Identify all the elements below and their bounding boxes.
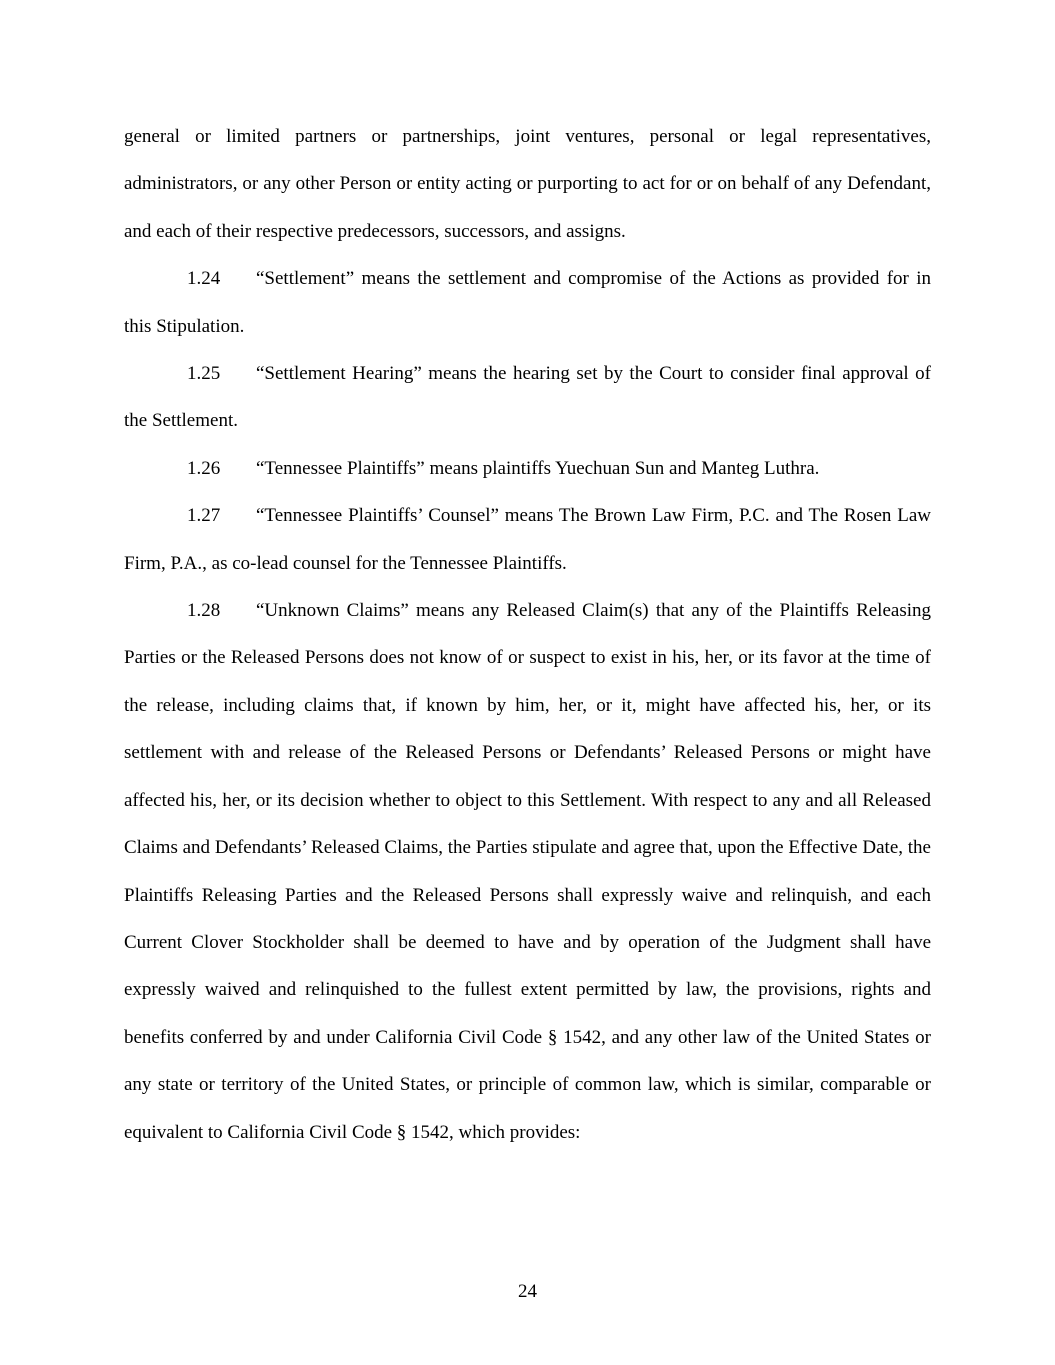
paragraph-text: “Settlement Hearing” means the hearing set by the Court to consider final approval of the Settlement.: [124, 363, 931, 432]
paragraph-text: “Settlement” means the settlement and compromise of the Actions as provided for in this Stipulation.: [124, 268, 931, 337]
document-page: [124, 113, 931, 1156]
continuation-paragraph: [124, 113, 931, 255]
section-number: 1.26: [187, 457, 221, 479]
definition-paragraph-1-24: [124, 255, 931, 350]
definition-paragraph-1-27: [124, 492, 931, 587]
section-number: 1.28: [187, 600, 221, 622]
paragraph-text: “Tennessee Plaintiffs” means plaintiffs Yuechuan Sun and Manteg Luthra.: [256, 457, 820, 479]
definition-paragraph-1-26: [124, 445, 931, 492]
definition-paragraph-1-25: [124, 350, 931, 445]
page-number: 24: [518, 1281, 537, 1302]
section-number: 1.25: [187, 363, 221, 385]
paragraph-text: “Unknown Claims” means any Released Claim(s) that any of the Plaintiffs Releasing Parties or the Released Persons does not know of or suspect to exist in his, her, or its favor at the time of the release, including claims that, if known by him, her, or it, might have affected his, her, or its settlement with and release of the Released Persons or Defendants’ Released Persons or might have affected his, her, or its decision whether to object to this Settlement. With respect to any and all Released Claims and Defendants’ Released Claims, the Parties stipulate and agree that, upon the Effective Date, the Plaintiffs Releasing Parties and the Released Persons shall expressly waive and relinquish, and each Current Clover Stockholder shall be deemed to have and by operation of the Judgment shall have expressly waived and relinquished to the fullest extent permitted by law, the provisions, rights and benefits conferred by and under California Civil Code § 1542, and any other law of the United States or any state or territory of the United States, or principle of common law, which is similar, comparable or equivalent to California Civil Code § 1542, which provides:: [124, 600, 931, 1143]
paragraph-text: “Tennessee Plaintiffs’ Counsel” means The Brown Law Firm, P.C. and The Rosen Law Firm, P.A., as co-lead counsel for the Tennessee Plaintiffs.: [124, 505, 931, 574]
definition-paragraph-1-28: [124, 587, 931, 1156]
paragraph-text: general or limited partners or partnerships, joint ventures, personal or legal representatives, administrators, or any other Person or entity acting or purporting to act for or on behalf of any Defendant, and each of their respective predecessors, successors, and assigns.: [124, 126, 931, 242]
section-number: 1.27: [187, 505, 221, 527]
section-number: 1.24: [187, 268, 221, 290]
